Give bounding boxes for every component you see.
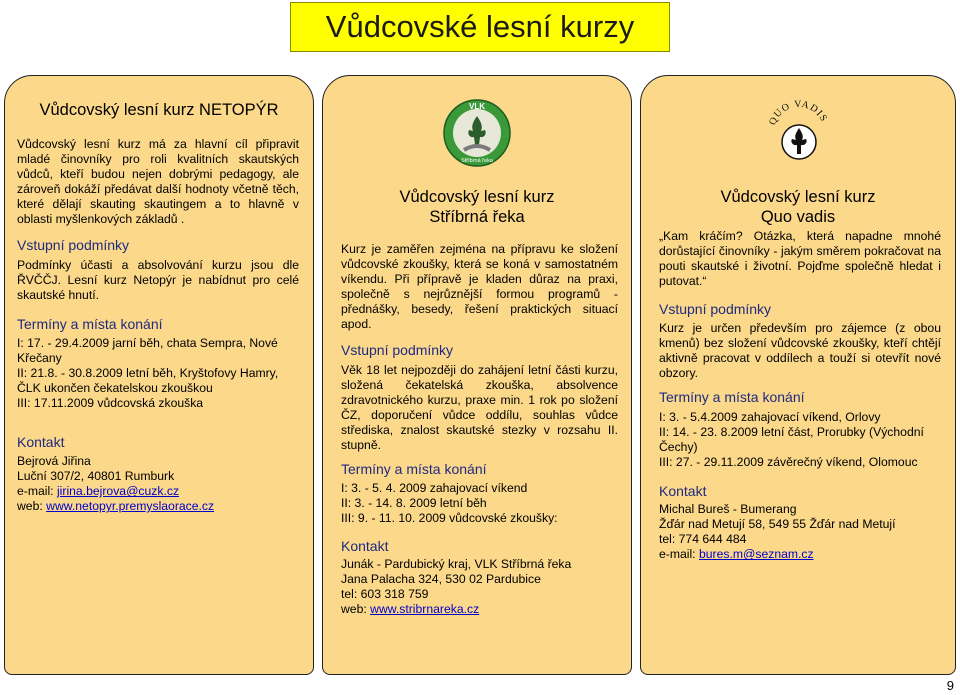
page-title: Vůdcovské lesní kurzy	[290, 2, 670, 52]
course-heading-line1: Vůdcovský lesní kurz	[399, 188, 555, 206]
contact-line: tel: 774 644 484	[659, 532, 747, 547]
contact-name: Bejrová Jiřina	[17, 454, 91, 468]
date-item: I: 3. - 5.4.2009 zahajovací víkend, Orlovy	[659, 410, 881, 424]
contact-title: Kontakt	[659, 483, 707, 499]
contact-line: Žďár nad Metují 58, 549 55 Žďár nad Metují	[659, 517, 896, 532]
date-item: III: 27. - 29.11.2009 závěrečný víkend, Olomouc	[659, 455, 918, 470]
contact-web-line	[341, 602, 621, 617]
contact-email-line	[17, 484, 307, 499]
dates-title: Termíny a místa konání	[341, 461, 487, 477]
contact-block	[341, 557, 621, 617]
contact-web-line	[17, 499, 307, 514]
dates-title: Termíny a místa konání	[17, 316, 163, 332]
logo-text: VLK	[469, 102, 485, 111]
date-item: II: 14. - 23. 8.2009 letní část, Prorubky (Východní Čechy)	[659, 425, 924, 455]
course-column-netopyr	[4, 75, 314, 675]
course-heading-line1: Vůdcovský lesní kurz	[720, 188, 876, 206]
course-intro: „Kam kráčím? Otázka, která napadne mnohé dorůstající činovníky - jakým směrem pokračovat na pouti skautské i životní. Pojďme společně hledat i putovat.“	[659, 229, 941, 289]
conditions-text: Podmínky účasti a absolvování kurzu jsou dle ŘVČČJ. Lesní kurz Netopýr je nabídnut pro celé skautské hnutí.	[17, 258, 299, 303]
dates-list	[17, 336, 287, 411]
web-link[interactable]: www.stribrnareka.cz	[370, 602, 480, 617]
email-link[interactable]: bures.m@seznam.cz	[698, 547, 814, 562]
logo-text: QUO VADIS	[767, 98, 830, 127]
course-heading-line2: Quo vadis	[760, 208, 836, 226]
conditions-title: Vstupní podmínky	[341, 342, 454, 358]
contact-title: Kontakt	[17, 434, 65, 450]
contact-address: Luční 307/2, 40801 Rumburk	[17, 469, 175, 484]
course-intro: Kurz je zaměřen zejména na přípravu ke složení vůdcovské zkoušky, která se koná v samostatném víkendu. Při přípravě je kladen důraz na praxi, společně s nejrůznější formou programů - přednášky, besedy, řešení praktických situací apod.	[341, 242, 618, 332]
contact-title: Kontakt	[341, 538, 389, 554]
date-item: II: 21.8. - 30.8.2009 letní běh, Kryštofovy Hamry, ČLK ukončen čekatelskou zkouškou	[17, 366, 279, 396]
email-link[interactable]: jirina.bejrova@cuzk.cz	[56, 484, 180, 499]
date-item: III: 9. - 11. 10. 2009 vůdcovské zkoušky:	[341, 511, 558, 526]
logo-subtext: Stříbrná řeka	[461, 158, 493, 164]
dates-list	[341, 481, 618, 526]
date-item: I: 17. - 29.4.2009 jarní běh, chata Sempra, Nové Křečany	[17, 336, 278, 366]
course-column-stribrna-reka	[322, 75, 632, 675]
vlk-logo	[442, 98, 512, 168]
web-label: web:	[17, 499, 47, 514]
course-intro: Vůdcovský lesní kurz má za hlavní cíl připravit mladé činovníky pro roli kvalitních skautských vůdců, kteří budou nejen dobrými pedagogy, ale zároveň dokáží předávat další hodnoty včetně těch, které dělají skauting skautingem a to hlavně v oblasti myšlenkových základů .	[17, 137, 299, 227]
date-item: II: 3. - 14. 8. 2009 letní běh	[341, 496, 487, 511]
course-heading-line2: Stříbrná řeka	[429, 208, 525, 226]
contact-line: Junák - Pardubický kraj, VLK Stříbrná řeka	[341, 557, 572, 571]
web-link[interactable]: www.netopyr.premyslaorace.cz	[46, 499, 215, 514]
email-label: e-mail:	[17, 484, 57, 499]
contact-email-line	[659, 547, 949, 562]
contact-block	[659, 502, 949, 562]
page-number: 9	[946, 678, 954, 693]
web-label: web:	[341, 602, 371, 617]
dates-title: Termíny a místa konání	[659, 389, 805, 405]
conditions-text: Kurz je určen především pro zájemce (z obou kmenů) bez složení vůdcovské zkoušky, kteří chtějí aktivně pracovat v oddílech a touží si otevřít nové obzory.	[659, 321, 941, 381]
date-item: III: 17.11.2009 vůdcovská zkouška	[17, 396, 204, 411]
conditions-title: Vstupní podmínky	[17, 237, 130, 253]
contact-line: Michal Bureš - Bumerang	[659, 502, 797, 516]
course-column-quo-vadis	[640, 75, 956, 675]
conditions-text: Věk 18 let nejpozději do zahájení letní části kurzu, složená čekatelská zkouška, absolvence zdravotnického kurzu, praxe min. 1 rok po složení ČZ, doporučení vůdce oddílu, souhlas vůdce střediska, znalost skautské stezky v rozsahu II. stupně.	[341, 363, 618, 453]
quo-vadis-logo	[764, 98, 834, 168]
conditions-title: Vstupní podmínky	[659, 301, 772, 317]
email-label: e-mail:	[659, 547, 699, 562]
svg-text:QUO VADIS	[767, 99, 829, 127]
date-item: I: 3. - 5. 4. 2009 zahajovací víkend	[341, 481, 528, 495]
contact-block	[17, 454, 307, 514]
course-heading: Vůdcovský lesní kurz NETOPÝR	[39, 101, 279, 119]
contact-line: Jana Palacha 324, 530 02 Pardubice	[341, 572, 541, 587]
dates-list	[659, 410, 941, 470]
contact-line: tel: 603 318 759	[341, 587, 429, 602]
